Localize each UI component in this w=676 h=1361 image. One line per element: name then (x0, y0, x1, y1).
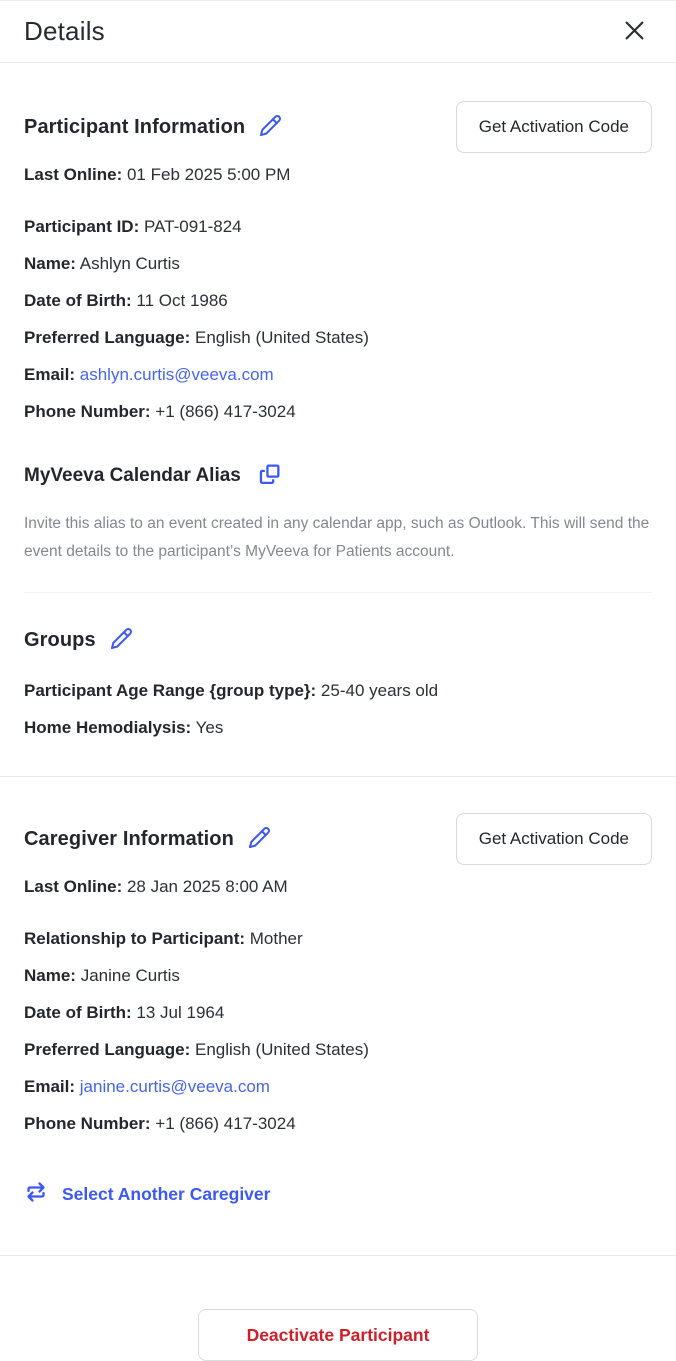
field-caregiver-email: Email: janine.curtis@veeva.com (24, 1077, 270, 1096)
field-home-hemodialysis: Home Hemodialysis: Yes (24, 718, 224, 737)
select-another-caregiver-button[interactable] (24, 1180, 270, 1209)
field-caregiver-relationship: Relationship to Participant: Mother (24, 929, 303, 948)
calendar-alias-block (24, 462, 652, 566)
caregiver-last-online: Last Online: 28 Jan 2025 8:00 AM (24, 877, 288, 896)
caregiver-section-title: Caregiver Information (24, 827, 234, 850)
field-caregiver-dob: Date of Birth: 13 Jul 1964 (24, 1003, 225, 1022)
participant-section-title: Participant Information (24, 115, 246, 138)
calendar-alias-description: Invite this alias to an event created in any calendar app, such as Outlook. This will send the event details to the participant’s MyVeeva for Patients account. (24, 515, 650, 560)
participant-fields (24, 215, 652, 424)
caregiver-email-link[interactable]: janine.curtis@veeva.com (79, 1077, 270, 1096)
pencil-edit-icon (110, 627, 133, 653)
swap-arrows-icon (24, 1180, 48, 1209)
copy-alias-button[interactable] (257, 462, 282, 490)
groups-section-title: Groups (24, 628, 96, 651)
close-button[interactable] (617, 13, 652, 51)
select-another-caregiver-label: Select Another Caregiver (62, 1184, 271, 1204)
edit-participant-button[interactable] (259, 114, 282, 140)
field-participant-phone: Phone Number: +1 (866) 417-3024 (24, 402, 296, 421)
groups-section (24, 593, 652, 776)
caregiver-get-activation-code-button[interactable]: Get Activation Code (456, 813, 652, 865)
groups-fields (24, 679, 652, 740)
field-caregiver-name: Name: Janine Curtis (24, 966, 180, 985)
field-participant-language: Preferred Language: English (United States) (24, 328, 369, 347)
edit-caregiver-button[interactable] (248, 826, 271, 852)
footer-actions (0, 1256, 676, 1361)
field-participant-id: Participant ID: PAT-091-824 (24, 217, 242, 236)
field-caregiver-language: Preferred Language: English (United States) (24, 1040, 369, 1059)
deactivate-participant-button[interactable]: Deactivate Participant (198, 1309, 479, 1361)
pencil-edit-icon (248, 826, 271, 852)
participant-information-section (24, 63, 652, 593)
field-participant-dob: Date of Birth: 11 Oct 1986 (24, 291, 228, 310)
field-caregiver-phone: Phone Number: +1 (866) 417-3024 (24, 1114, 296, 1133)
copy-icon (257, 462, 282, 490)
edit-groups-button[interactable] (110, 627, 133, 653)
field-age-range-group: Participant Age Range {group type}: 25-40 years old (24, 681, 439, 700)
caregiver-fields (24, 927, 652, 1136)
details-panel-header (0, 1, 676, 63)
page-title: Details (24, 16, 105, 46)
caregiver-information-section (24, 777, 652, 1255)
calendar-alias-title: MyVeeva Calendar Alias (24, 465, 241, 486)
field-participant-name: Name: Ashlyn Curtis (24, 254, 180, 273)
close-icon (621, 17, 648, 47)
participant-email-link[interactable]: ashlyn.curtis@veeva.com (79, 365, 274, 384)
pencil-edit-icon (259, 114, 282, 140)
participant-get-activation-code-button[interactable]: Get Activation Code (456, 101, 652, 153)
participant-last-online: Last Online: 01 Feb 2025 5:00 PM (24, 165, 291, 184)
field-participant-email: Email: ashlyn.curtis@veeva.com (24, 365, 274, 384)
